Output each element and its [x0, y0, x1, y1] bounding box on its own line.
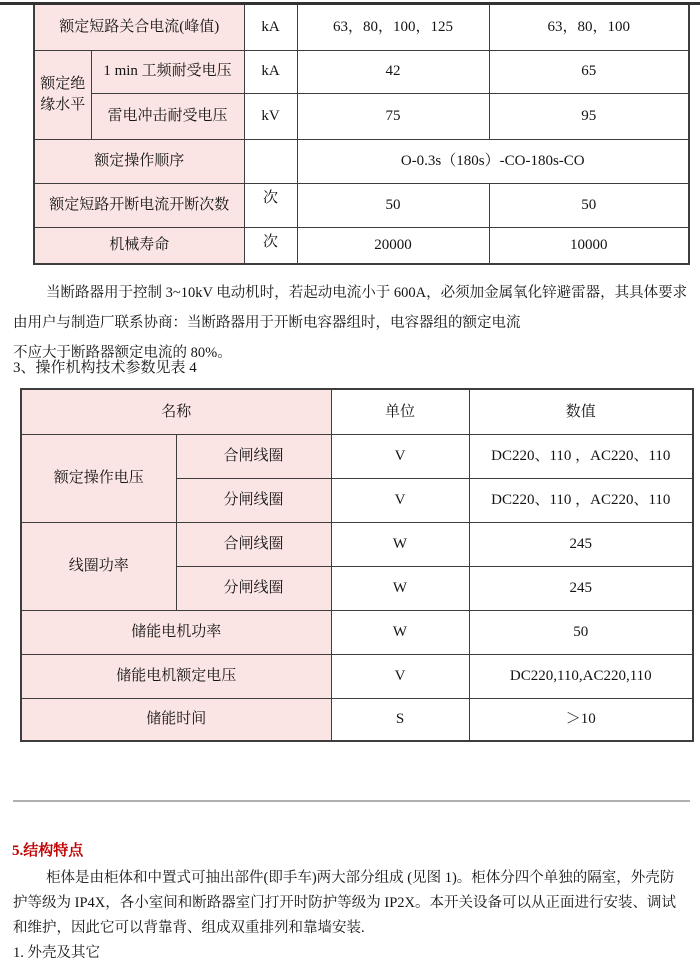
- paragraph-line: 不应大于断路器额定电流的 80%。: [13, 345, 232, 361]
- note-paragraph: [13, 278, 697, 368]
- cell-value: 63，80，100: [489, 5, 689, 50]
- cell-value: DC220、110 ，AC220、110: [469, 434, 693, 478]
- cell-unit: V: [331, 434, 469, 478]
- cell-unit: 次: [244, 183, 297, 227]
- cell-label: 机械寿命: [34, 227, 244, 264]
- cell-value: 63，80，100，125: [297, 5, 489, 50]
- cell-value: DC220、110 ，AC220、110: [469, 478, 693, 522]
- cell-value: 10000: [489, 227, 689, 264]
- table-row: [34, 50, 689, 93]
- cell-value: 65: [489, 50, 689, 93]
- table-row: [34, 139, 689, 183]
- cell-unit: [244, 139, 297, 183]
- cell-value: 75: [297, 93, 489, 139]
- list-item: 1. 外壳及其它: [13, 945, 100, 961]
- cell-group-label: 额定操作电压: [21, 434, 176, 522]
- table-header-row: [21, 389, 693, 434]
- cell-value: 20000: [297, 227, 489, 264]
- mechanism-params-table: [20, 388, 694, 742]
- cell-value: ＞10: [469, 698, 693, 741]
- cell-label: 合闸线圈: [176, 434, 331, 478]
- cell-value: 50: [469, 610, 693, 654]
- cell-label: 合闸线圈: [176, 522, 331, 566]
- paragraph-line: 当断路器用于控制 3~10kV 电动机时，若起动电流小于 600A，必须加金属氧化锌避雷器，其具体要求: [46, 285, 688, 301]
- header-cell-unit: 单位: [331, 389, 469, 434]
- table-row: [21, 698, 693, 741]
- cell-value: O-0.3s（180s）-CO-180s-CO: [297, 139, 689, 183]
- cell-label: 储能电机额定电压: [21, 654, 331, 698]
- breaker-params-table: [33, 5, 690, 265]
- header-cell-name: 名称: [21, 389, 331, 434]
- cell-label: 储能电机功率: [21, 610, 331, 654]
- cell-value: 50: [297, 183, 489, 227]
- section-divider-rule: [13, 800, 690, 802]
- cell-unit: kA: [244, 50, 297, 93]
- cell-value: DC220,110,AC220,110: [469, 654, 693, 698]
- cell-unit: V: [331, 654, 469, 698]
- cell-label: 额定短路关合电流(峰值): [34, 5, 244, 50]
- cell-label: 分闸线圈: [176, 478, 331, 522]
- cell-group-label: 线圈功率: [21, 522, 176, 610]
- cell-label: 额定短路开断电流开断次数: [34, 183, 244, 227]
- cell-unit: W: [331, 610, 469, 654]
- header-cell-value: 数值: [469, 389, 693, 434]
- cell-label: 1 min 工频耐受电压: [91, 50, 244, 93]
- table-row: [34, 5, 689, 50]
- cell-unit: kV: [244, 93, 297, 139]
- cell-label: 雷电冲击耐受电压: [91, 93, 244, 139]
- table-row: [21, 434, 693, 478]
- cell-value: 245: [469, 566, 693, 610]
- cell-value: 42: [297, 50, 489, 93]
- cell-unit: 次: [244, 227, 297, 264]
- cell-label: 储能时间: [21, 698, 331, 741]
- paragraph-line: 和维护，因此它可以背靠背、组成双重排列和靠墙安装.: [13, 920, 365, 936]
- table-row: [34, 183, 689, 227]
- paragraph-line: 由用户与制造厂联系协商：当断路器用于开断电容器组时，电容器组的额定电流: [13, 315, 521, 331]
- cell-unit: kA: [244, 5, 297, 50]
- section-heading-mechanism: 3、操作机构技术参数见表 4: [13, 360, 197, 376]
- table-row: [21, 610, 693, 654]
- cell-value: 50: [489, 183, 689, 227]
- table-row: [34, 227, 689, 264]
- cell-unit: S: [331, 698, 469, 741]
- cell-label: 额定操作顺序: [34, 139, 244, 183]
- table-row: [34, 93, 689, 139]
- structure-paragraph: [13, 866, 697, 966]
- paragraph-line: 柜体是由柜体和中置式可抽出部件(即手车)两大部分组成 (见图 1)。柜体分四个单独的隔室，外壳防: [46, 870, 675, 886]
- cell-label: 分闸线圈: [176, 566, 331, 610]
- section-heading-structure: 5.结构特点: [12, 843, 84, 859]
- cell-unit: W: [331, 566, 469, 610]
- cell-unit: W: [331, 522, 469, 566]
- cell-unit: V: [331, 478, 469, 522]
- cell-value: 245: [469, 522, 693, 566]
- cell-value: 95: [489, 93, 689, 139]
- table-row: [21, 522, 693, 566]
- table-row: [21, 654, 693, 698]
- paragraph-line: 护等级为 IP4X，各小室间和断路器室门打开时防护等级为 IP2X。本开关设备可以从正面进行安装、调试: [13, 895, 676, 911]
- cell-group-label: 额定绝缘水平: [34, 50, 91, 139]
